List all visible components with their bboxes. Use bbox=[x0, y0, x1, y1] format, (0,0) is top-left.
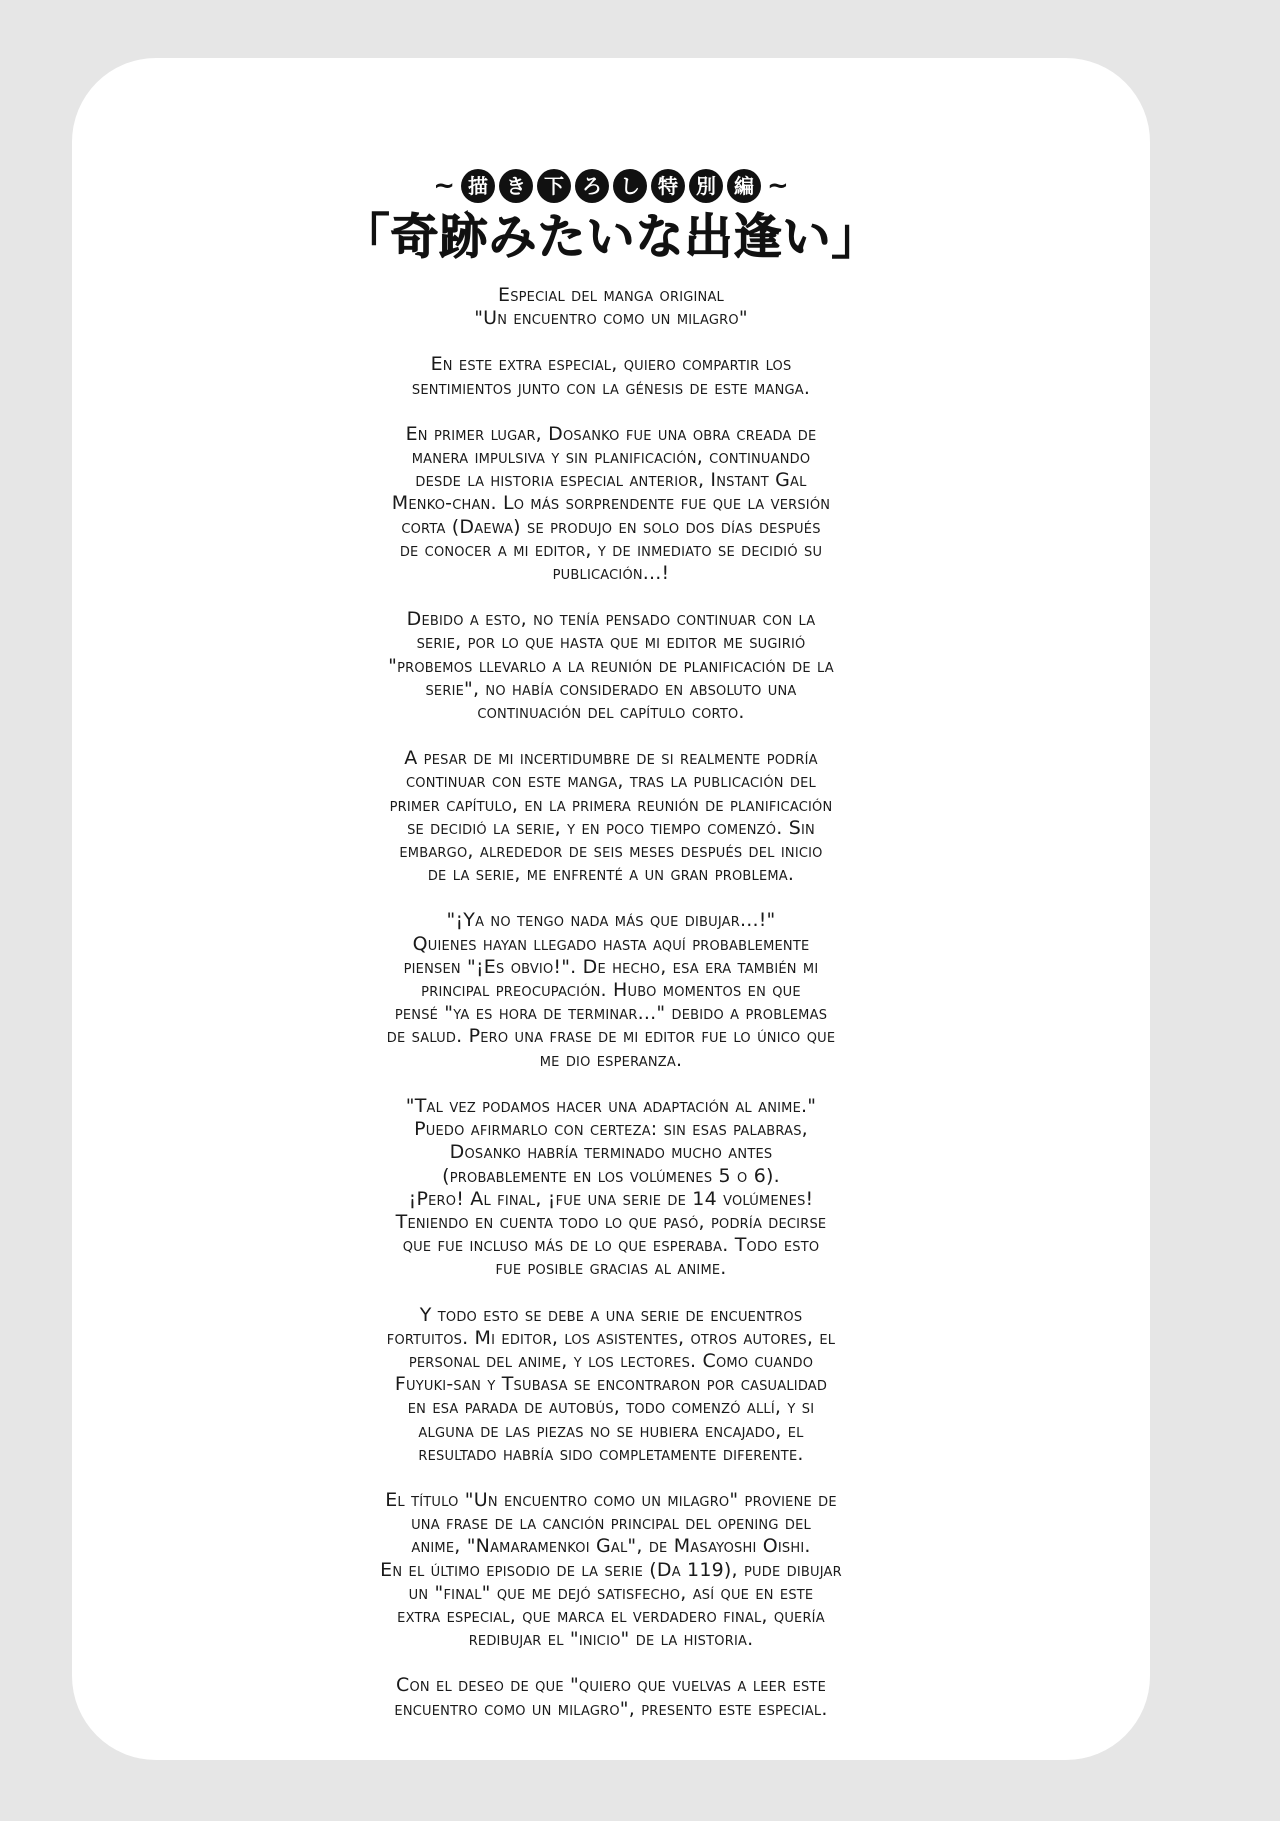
text-line: fue posible gracias al anime. bbox=[495, 1257, 727, 1280]
text-line: publicación...! bbox=[552, 562, 670, 585]
text-line: un "final" que me dejó satisfecho, así que en este bbox=[408, 1581, 814, 1604]
paragraph bbox=[162, 1674, 1060, 1720]
header bbox=[72, 166, 1150, 265]
text-line: serie", no había considerado en absoluto una bbox=[425, 677, 797, 700]
text-line: "probemos llevarlo a la reunión de planificación de la bbox=[388, 654, 834, 677]
text-line: Dosanko habría terminado mucho antes bbox=[449, 1141, 773, 1164]
text-line: En este extra especial, quiero compartir los bbox=[430, 353, 792, 376]
japanese-title: 「奇跡みたいな出逢い」 bbox=[341, 209, 881, 265]
text-line: corta (Daewa) se produjo en solo dos días después bbox=[401, 515, 821, 538]
paragraph bbox=[162, 353, 1060, 399]
text-line: Debido a esto, no tenía pensado continuar con la bbox=[406, 608, 816, 631]
paragraph bbox=[162, 1304, 1060, 1466]
kicker-char: 特 bbox=[651, 169, 685, 203]
text-line: En el último episodio de la serie (Da 119), pude dibujar bbox=[380, 1558, 842, 1581]
paragraph bbox=[162, 747, 1060, 886]
text-line: Especial del manga original bbox=[497, 284, 724, 306]
text-line: se decidió la serie, y en poco tiempo comenzó. Sin bbox=[407, 816, 815, 839]
text-line: resultado habría sido completamente diferente. bbox=[418, 1442, 804, 1465]
text-line: alguna de las piezas no se hubiera encajado, el bbox=[418, 1419, 804, 1442]
paragraph bbox=[162, 423, 1060, 585]
paragraph bbox=[162, 909, 1060, 1071]
translation-text bbox=[162, 284, 1060, 1744]
text-line: "¡Ya no tengo nada más que dibujar...!" bbox=[446, 909, 776, 932]
text-line: embargo, alrededor de seis meses después del inicio bbox=[399, 840, 823, 863]
text-line: de conocer a mi editor, y de inmediato se decidió su bbox=[399, 538, 823, 561]
text-line: primer capítulo, en la primera reunión de planificación bbox=[389, 793, 833, 816]
text-line: continuación del capítulo corto. bbox=[477, 701, 745, 724]
text-line: "Un encuentro como un milagro" bbox=[474, 307, 748, 330]
paragraph bbox=[162, 1489, 1060, 1651]
kicker-char: き bbox=[499, 169, 533, 203]
text-line: de salud. Pero una frase de mi editor fue lo único que bbox=[386, 1025, 836, 1048]
kicker-char: 編 bbox=[727, 169, 761, 203]
text-line: serie, por lo que hasta que mi editor me sugirió bbox=[416, 631, 806, 654]
text-line: encuentro como un milagro", presento este especial. bbox=[394, 1697, 828, 1720]
text-line: ¡Pero! Al final, ¡fue una serie de 14 volúmenes! bbox=[408, 1187, 814, 1210]
paragraph bbox=[162, 1095, 1060, 1281]
kicker-char: 別 bbox=[689, 169, 723, 203]
text-line: me dio esperanza. bbox=[539, 1048, 683, 1071]
kicker-tilde-right: ~ bbox=[767, 171, 789, 201]
kicker-bubbles bbox=[461, 169, 761, 203]
kicker-char: 描 bbox=[461, 169, 495, 203]
text-line: fortuitos. Mi editor, los asistentes, otros autores, el bbox=[386, 1326, 836, 1349]
text-line: sentimientos junto con la génesis de este manga. bbox=[411, 376, 811, 399]
page-card bbox=[72, 58, 1150, 1760]
text-line: una frase de la canción principal del opening del bbox=[411, 1512, 811, 1535]
kicker-char: 下 bbox=[537, 169, 571, 203]
text-line: manera impulsiva y sin planificación, continuando bbox=[411, 446, 811, 469]
paragraph bbox=[162, 608, 1060, 724]
kicker-char: し bbox=[613, 169, 647, 203]
text-line: En primer lugar, Dosanko fue una obra creada de bbox=[405, 422, 817, 445]
text-line: Y todo esto se debe a una serie de encuentros bbox=[419, 1303, 803, 1326]
text-line: de la serie, me enfrenté a un gran problema. bbox=[427, 863, 795, 886]
text-line: Menko-chan. Lo más sorprendente fue que la versión bbox=[391, 492, 831, 515]
text-line: El título "Un encuentro como un milagro" proviene de bbox=[385, 1488, 837, 1511]
text-line: Con el deseo de que "quiero que vuelvas a leer este bbox=[395, 1674, 826, 1697]
text-line: redibujar el "inicio" de la historia. bbox=[468, 1628, 754, 1651]
kicker-tilde-left: ~ bbox=[433, 171, 455, 201]
paragraph bbox=[162, 284, 1060, 330]
text-line: que fue incluso más de lo que esperaba. Todo esto bbox=[402, 1234, 820, 1257]
text-line: (probablemente en los volúmenes 5 o 6). bbox=[442, 1164, 780, 1187]
text-line: personal del anime, y los lectores. Como cuando bbox=[408, 1349, 814, 1372]
text-line: Fuyuki-san y Tsubasa se encontraron por casualidad bbox=[394, 1373, 828, 1396]
text-line: Quienes hayan llegado hasta aquí probablemente bbox=[412, 932, 810, 955]
text-line: Puedo afirmarlo con certeza: sin esas palabras, bbox=[414, 1118, 808, 1141]
text-line: Teniendo en cuenta todo lo que pasó, podría decirse bbox=[395, 1210, 827, 1233]
text-line: continuar con este manga, tras la publicación del bbox=[406, 770, 816, 793]
text-line: extra especial, que marca el verdadero final, quería bbox=[397, 1604, 825, 1627]
text-line: principal preocupación. Hubo momentos en que bbox=[421, 979, 801, 1002]
text-line: desde la historia especial anterior, Instant Gal bbox=[415, 469, 807, 492]
kicker bbox=[72, 166, 1150, 206]
text-line: piensen "¡Es obvio!". De hecho, esa era también mi bbox=[403, 955, 819, 978]
kicker-char: ろ bbox=[575, 169, 609, 203]
text-line: "Tal vez podamos hacer una adaptación al anime." bbox=[405, 1094, 817, 1117]
text-line: anime, "Namaramenkoi Gal", de Masayoshi Oishi. bbox=[411, 1535, 811, 1558]
text-line: en esa parada de autobús, todo comenzó allí, y si bbox=[407, 1396, 815, 1419]
text-line: pensé "ya es hora de terminar..." debido a problemas bbox=[394, 1002, 828, 1025]
text-line: A pesar de mi incertidumbre de si realmente podría bbox=[404, 747, 818, 770]
